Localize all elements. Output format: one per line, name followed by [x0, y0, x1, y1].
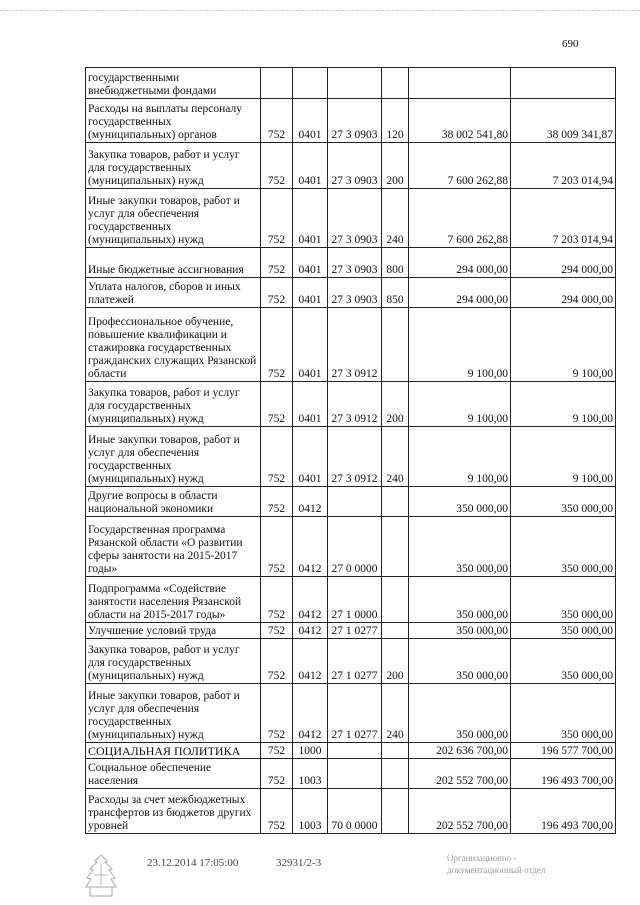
- row-sum-2015: 9 100,00: [409, 427, 511, 487]
- row-ved: 752: [261, 639, 293, 684]
- row-csr: [328, 68, 382, 99]
- row-rzpr: 0401: [293, 248, 328, 278]
- row-sum-2016: 9 100,00: [511, 382, 616, 427]
- row-sum-2015: 350 000,00: [409, 487, 511, 517]
- table-row: [86, 382, 616, 427]
- row-rzpr: 0412: [293, 517, 328, 577]
- row-sum-2015: 350 000,00: [409, 639, 511, 684]
- table-row: [86, 487, 616, 517]
- row-ved: 752: [261, 99, 293, 143]
- row-sum-2016: 196 493 700,00: [511, 759, 616, 789]
- row-sum-2015: 350 000,00: [409, 517, 511, 577]
- footer-dept-line-1: Организационно -: [447, 853, 517, 863]
- table-row: [86, 308, 616, 382]
- row-vr: 800: [382, 248, 409, 278]
- coat-of-arms-stamp-icon: [84, 853, 118, 899]
- row-sum-2016: 350 000,00: [511, 487, 616, 517]
- row-sum-2016: 7 203 014,94: [511, 143, 616, 189]
- row-name: Иные закупки товаров, работ и услуг для обеспечения государственных (муниципальных) нужд: [86, 684, 261, 743]
- row-sum-2015: 202 552 700,00: [409, 789, 511, 834]
- row-sum-2015: [409, 68, 511, 99]
- table-row: [86, 517, 616, 577]
- row-rzpr: 0412: [293, 577, 328, 623]
- row-vr: 200: [382, 382, 409, 427]
- footer-dept-line-2: документационный отдел: [447, 865, 546, 875]
- row-name: государственными внебюджетными фондами: [86, 68, 261, 99]
- row-sum-2016: 350 000,00: [511, 577, 616, 623]
- row-name: Закупка товаров, работ и услуг для государственных (муниципальных) нужд: [86, 639, 261, 684]
- row-name: Расходы на выплаты персоналу государственных (муниципальных) органов: [86, 99, 261, 143]
- row-sum-2016: 196 577 700,00: [511, 743, 616, 759]
- row-csr: 27 3 0912: [328, 427, 382, 487]
- row-vr: [382, 759, 409, 789]
- table-row: [86, 759, 616, 789]
- table-row: [86, 68, 616, 99]
- row-rzpr: 0401: [293, 308, 328, 382]
- table-row: [86, 639, 616, 684]
- row-rzpr: 0401: [293, 99, 328, 143]
- table-row: [86, 278, 616, 308]
- scan-top-edge: [0, 10, 640, 12]
- row-csr: [328, 759, 382, 789]
- row-sum-2016: 350 000,00: [511, 517, 616, 577]
- row-sum-2015: 9 100,00: [409, 308, 511, 382]
- table-row: [86, 143, 616, 189]
- row-vr: [382, 577, 409, 623]
- row-name: Социальное обеспечение населения: [86, 759, 261, 789]
- row-sum-2015: 202 552 700,00: [409, 759, 511, 789]
- row-sum-2015: 7 600 262,88: [409, 189, 511, 248]
- table-row: [86, 743, 616, 759]
- row-sum-2015: 38 002 541,80: [409, 99, 511, 143]
- row-csr: 27 3 0903: [328, 143, 382, 189]
- row-vr: [382, 623, 409, 639]
- row-rzpr: 0412: [293, 639, 328, 684]
- row-sum-2016: 350 000,00: [511, 684, 616, 743]
- row-rzpr: 0412: [293, 487, 328, 517]
- row-sum-2015: 294 000,00: [409, 248, 511, 278]
- row-rzpr: [293, 68, 328, 99]
- table-row: [86, 427, 616, 487]
- row-sum-2016: 9 100,00: [511, 308, 616, 382]
- table-row: [86, 684, 616, 743]
- row-rzpr: 0401: [293, 382, 328, 427]
- row-rzpr: 0401: [293, 189, 328, 248]
- row-csr: 27 1 0277: [328, 639, 382, 684]
- row-name: Иные закупки товаров, работ и услуг для обеспечения государственных (муниципальных) нужд: [86, 427, 261, 487]
- row-rzpr: 1000: [293, 743, 328, 759]
- row-name: Закупка товаров, работ и услуг для государственных (муниципальных) нужд: [86, 382, 261, 427]
- row-csr: 27 1 0000: [328, 577, 382, 623]
- row-vr: [382, 487, 409, 517]
- row-ved: 752: [261, 427, 293, 487]
- footer-doc-number: 32931/2-3: [276, 857, 322, 869]
- row-name: Улучшение условий труда: [86, 623, 261, 639]
- row-csr: 27 3 0903: [328, 278, 382, 308]
- table-row: [86, 248, 616, 278]
- row-vr: [382, 68, 409, 99]
- row-sum-2016: 294 000,00: [511, 278, 616, 308]
- row-sum-2016: 350 000,00: [511, 623, 616, 639]
- row-ved: 752: [261, 143, 293, 189]
- row-ved: 752: [261, 743, 293, 759]
- row-csr: [328, 487, 382, 517]
- row-rzpr: 1003: [293, 759, 328, 789]
- table-row: [86, 189, 616, 248]
- row-rzpr: 0401: [293, 427, 328, 487]
- row-vr: 200: [382, 143, 409, 189]
- row-sum-2016: 38 009 341,87: [511, 99, 616, 143]
- row-csr: [328, 743, 382, 759]
- row-rzpr: 1003: [293, 789, 328, 834]
- row-vr: [382, 517, 409, 577]
- row-name: Закупка товаров, работ и услуг для государственных (муниципальных) нужд: [86, 143, 261, 189]
- budget-table: [85, 67, 616, 834]
- row-name: Иные закупки товаров, работ и услуг для обеспечения государственных (муниципальных) нужд: [86, 189, 261, 248]
- row-name: Иные бюджетные ассигнования: [86, 248, 261, 278]
- row-csr: 27 3 0912: [328, 382, 382, 427]
- row-vr: 850: [382, 278, 409, 308]
- row-sum-2015: 294 000,00: [409, 278, 511, 308]
- table-row: [86, 789, 616, 834]
- row-csr: 27 3 0903: [328, 248, 382, 278]
- row-ved: 752: [261, 308, 293, 382]
- row-sum-2015: 350 000,00: [409, 577, 511, 623]
- row-ved: 752: [261, 577, 293, 623]
- row-ved: 752: [261, 789, 293, 834]
- row-sum-2016: [511, 68, 616, 99]
- row-rzpr: 0412: [293, 623, 328, 639]
- row-sum-2015: 350 000,00: [409, 623, 511, 639]
- row-vr: [382, 789, 409, 834]
- row-csr: 27 0 0000: [328, 517, 382, 577]
- row-sum-2015: 350 000,00: [409, 684, 511, 743]
- row-vr: 240: [382, 684, 409, 743]
- row-sum-2015: 7 600 262,88: [409, 143, 511, 189]
- row-csr: 27 3 0903: [328, 189, 382, 248]
- row-vr: [382, 743, 409, 759]
- row-vr: 240: [382, 189, 409, 248]
- row-rzpr: 0401: [293, 143, 328, 189]
- row-name: Подпрограмма «Содействие занятости населения Рязанской области на 2015-2017 годы»: [86, 577, 261, 623]
- row-csr: 27 1 0277: [328, 623, 382, 639]
- table-row: [86, 577, 616, 623]
- row-name: Уплата налогов, сборов и иных платежей: [86, 278, 261, 308]
- row-ved: 752: [261, 278, 293, 308]
- row-csr: 27 1 0277: [328, 684, 382, 743]
- table-row: [86, 623, 616, 639]
- row-csr: 70 0 0000: [328, 789, 382, 834]
- row-ved: 752: [261, 248, 293, 278]
- row-csr: 27 3 0903: [328, 99, 382, 143]
- table-row: [86, 99, 616, 143]
- row-vr: 120: [382, 99, 409, 143]
- row-rzpr: 0401: [293, 278, 328, 308]
- row-name: Профессиональное обучение, повышение квалификации и стажировка государственных гражданских служащих Рязанской области: [86, 308, 261, 382]
- row-vr: 200: [382, 639, 409, 684]
- row-ved: 752: [261, 517, 293, 577]
- row-ved: 752: [261, 684, 293, 743]
- row-sum-2016: 294 000,00: [511, 248, 616, 278]
- row-sum-2016: 9 100,00: [511, 427, 616, 487]
- row-ved: 752: [261, 623, 293, 639]
- footer-date: 23.12.2014 17:05:00: [147, 857, 239, 869]
- row-name: Государственная программа Рязанской области «О развитии сферы занятости на 2015-2017 годы»: [86, 517, 261, 577]
- row-ved: 752: [261, 759, 293, 789]
- row-sum-2015: 202 636 700,00: [409, 743, 511, 759]
- footer-department: [447, 852, 545, 876]
- row-sum-2015: 9 100,00: [409, 382, 511, 427]
- row-ved: 752: [261, 382, 293, 427]
- page-number: 690: [562, 38, 579, 50]
- row-vr: [382, 308, 409, 382]
- row-csr: 27 3 0912: [328, 308, 382, 382]
- row-sum-2016: 7 203 014,94: [511, 189, 616, 248]
- row-name: Другие вопросы в области национальной экономики: [86, 487, 261, 517]
- row-name: Расходы за счет межбюджетных трансфертов из бюджетов других уровней: [86, 789, 261, 834]
- row-sum-2016: 350 000,00: [511, 639, 616, 684]
- row-rzpr: 0412: [293, 684, 328, 743]
- row-sum-2016: 196 493 700,00: [511, 789, 616, 834]
- row-ved: 752: [261, 189, 293, 248]
- row-ved: 752: [261, 487, 293, 517]
- row-name: СОЦИАЛЬНАЯ ПОЛИТИКА: [86, 743, 261, 759]
- row-ved: [261, 68, 293, 99]
- row-vr: 240: [382, 427, 409, 487]
